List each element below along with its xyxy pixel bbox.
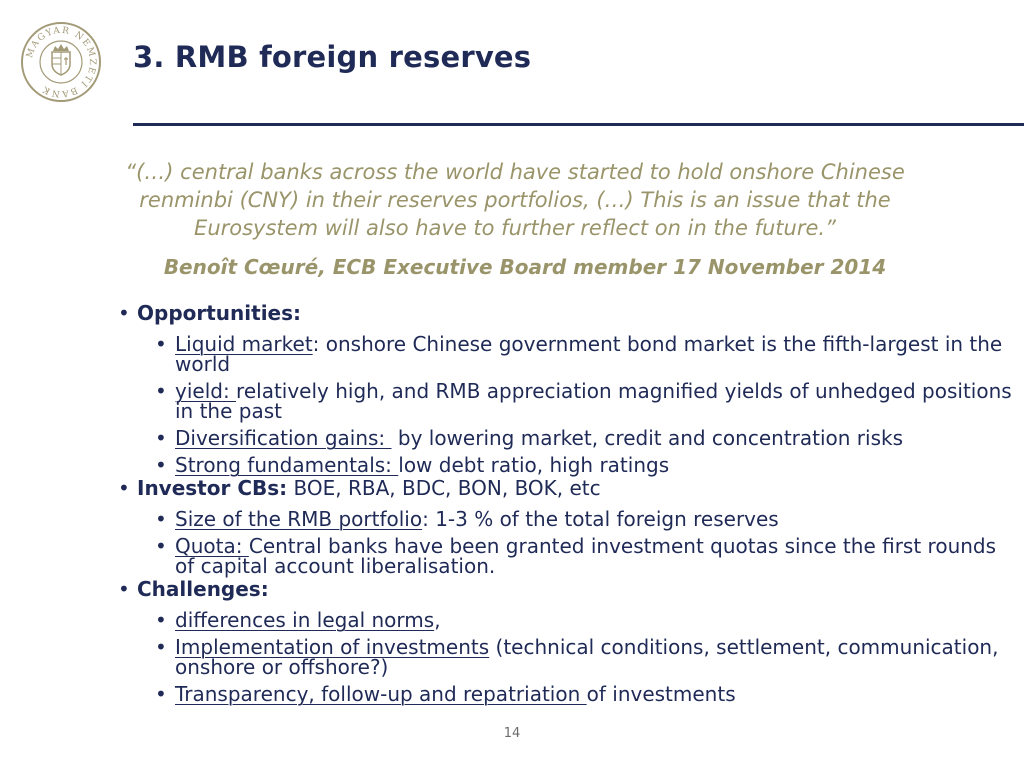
title-divider	[133, 123, 1024, 126]
quote-line: “(…) central banks across the world have started to hold onshore Chinese	[125, 160, 905, 184]
opportunities-list	[137, 334, 1012, 475]
opportunities-section	[112, 300, 1012, 475]
page-title: 3. RMB foreign reserves	[133, 40, 532, 74]
item-term: differences in legal norms	[175, 608, 435, 632]
item-text: Central banks have been granted investment quotas since the first rounds of capital account liberalisation.	[175, 534, 997, 578]
quote-line: Eurosystem will also have to further reflect on in the future.”	[194, 216, 836, 240]
item-term: Quota:	[175, 534, 249, 558]
logo-ring-text: MAGYAR NEMZETI BANK	[25, 25, 98, 99]
challenges-list	[137, 610, 1012, 704]
opportunities-heading: Opportunities:	[137, 301, 302, 325]
main-bullet-list	[112, 300, 1012, 704]
item-term: Transparency, follow-up and repatriation	[175, 682, 587, 706]
list-item	[137, 381, 1012, 421]
list-item	[137, 455, 1012, 475]
investors-section	[112, 475, 1012, 576]
list-item	[137, 428, 1012, 448]
item-term: Diversification gains:	[175, 426, 392, 450]
item-text: relatively high, and RMB appreciation magnified yields of unhedged positions in the past	[175, 379, 1012, 423]
challenges-heading: Challenges:	[137, 577, 269, 601]
list-item	[137, 509, 1012, 529]
mnb-seal-icon	[20, 21, 102, 103]
quote-block	[40, 158, 990, 242]
list-item	[137, 637, 1012, 677]
item-text: : 1-3 % of the total foreign reserves	[422, 507, 779, 531]
item-term: Implementation of investments	[175, 635, 490, 659]
list-item	[137, 684, 1012, 704]
list-item	[137, 334, 1012, 374]
investors-list	[137, 509, 1012, 576]
item-text: by lowering market, credit and concentration risks	[391, 426, 904, 450]
challenges-section	[112, 576, 1012, 704]
investors-heading: Investor CBs:	[137, 476, 288, 500]
item-term: Liquid market	[175, 332, 313, 356]
item-term: yield:	[175, 379, 237, 403]
item-text: of investments	[586, 682, 736, 706]
list-item	[137, 610, 1012, 630]
list-item	[137, 536, 1012, 576]
quote-attribution: Benoît Cœuré, ECB Executive Board member 17 November 2014	[163, 255, 887, 279]
bullet-content	[112, 300, 1012, 704]
investors-list-text: BOE, RBA, BDC, BON, BOK, etc	[287, 476, 601, 500]
item-text: : onshore Chinese government bond market is the fifth-largest in the world	[175, 332, 1003, 376]
item-text: ,	[434, 608, 441, 632]
item-term: Size of the RMB portfolio	[175, 507, 423, 531]
quote-line: renminbi (CNY) in their reserves portfolios, (…) This is an issue that the	[139, 188, 891, 212]
item-text: low debt ratio, high ratings	[398, 453, 670, 477]
item-text: (technical conditions, settlement, communication, onshore or offshore?)	[175, 635, 999, 679]
page-number: 14	[503, 726, 521, 741]
item-term: Strong fundamentals:	[175, 453, 399, 477]
mnb-logo	[20, 21, 102, 103]
